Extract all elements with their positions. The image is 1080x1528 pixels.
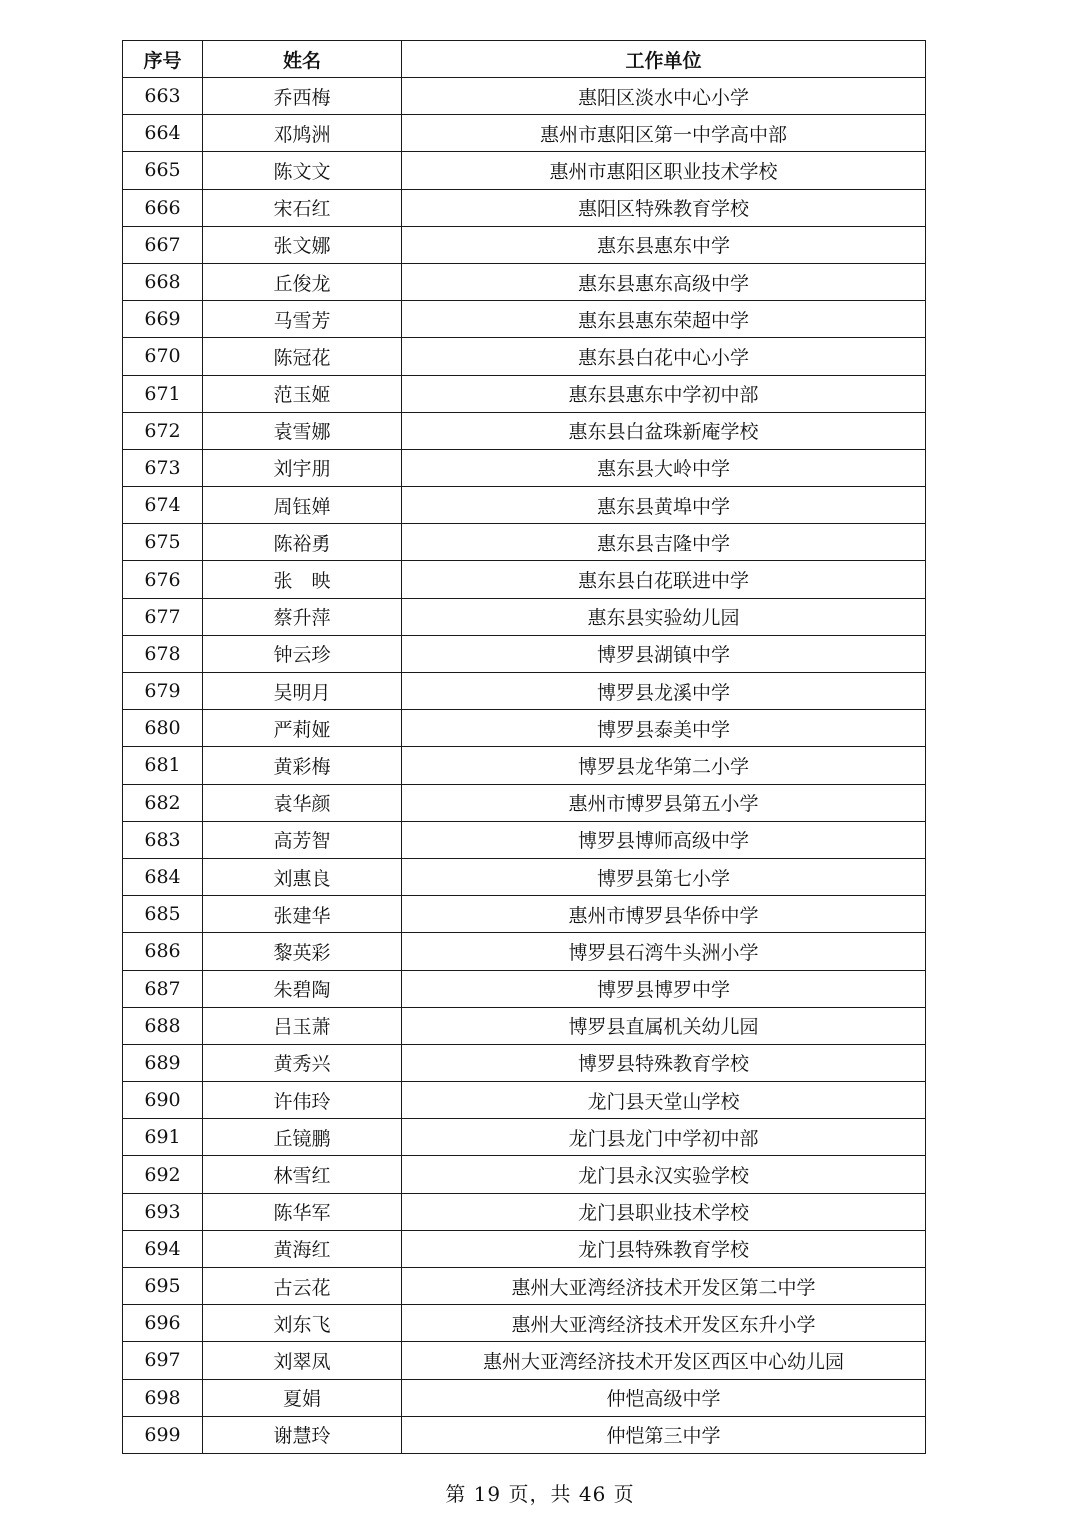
cell-name: 陈冠花 (203, 338, 402, 375)
cell-number: 663 (123, 78, 203, 115)
cell-name: 刘翠凤 (203, 1342, 402, 1379)
cell-unit: 惠东县惠东高级中学 (402, 263, 926, 300)
page-footer: 第 19 页，共 46 页 (445, 1482, 635, 1506)
header-number: 序号 (123, 41, 203, 78)
cell-unit: 惠东县惠东中学 (402, 226, 926, 263)
cell-number: 696 (123, 1305, 203, 1342)
cell-name: 张 映 (203, 561, 402, 598)
table-row (123, 1379, 926, 1416)
cell-number: 686 (123, 933, 203, 970)
header-name: 姓名 (203, 41, 402, 78)
cell-name: 夏娟 (203, 1379, 402, 1416)
table-row (123, 1268, 926, 1305)
cell-unit: 惠东县白花中心小学 (402, 338, 926, 375)
cell-name: 黄海红 (203, 1230, 402, 1267)
table-row (123, 1193, 926, 1230)
cell-number: 695 (123, 1268, 203, 1305)
cell-name: 林雪红 (203, 1156, 402, 1193)
cell-number: 689 (123, 1044, 203, 1081)
table-row (123, 301, 926, 338)
cell-unit: 仲恺第三中学 (402, 1416, 926, 1453)
cell-name: 丘俊龙 (203, 263, 402, 300)
cell-number: 672 (123, 412, 203, 449)
cell-number: 688 (123, 1007, 203, 1044)
cell-number: 668 (123, 263, 203, 300)
cell-name: 许伟玲 (203, 1082, 402, 1119)
table-row (123, 1082, 926, 1119)
cell-name: 乔西梅 (203, 78, 402, 115)
cell-name: 刘宇朋 (203, 449, 402, 486)
cell-unit: 惠东县白花联进中学 (402, 561, 926, 598)
cell-name: 陈华军 (203, 1193, 402, 1230)
cell-number: 694 (123, 1230, 203, 1267)
cell-unit: 博罗县博罗中学 (402, 970, 926, 1007)
table-body (123, 78, 926, 1454)
cell-unit: 惠州市惠阳区职业技术学校 (402, 152, 926, 189)
cell-name: 刘惠良 (203, 858, 402, 895)
cell-unit: 龙门县特殊教育学校 (402, 1230, 926, 1267)
table-row (123, 1044, 926, 1081)
cell-number: 673 (123, 449, 203, 486)
cell-name: 宋石红 (203, 189, 402, 226)
cell-unit: 龙门县职业技术学校 (402, 1193, 926, 1230)
table-row (123, 1342, 926, 1379)
cell-number: 669 (123, 301, 203, 338)
table-row (123, 858, 926, 895)
cell-name: 陈文文 (203, 152, 402, 189)
cell-number: 676 (123, 561, 203, 598)
table-row (123, 673, 926, 710)
cell-unit: 博罗县湖镇中学 (402, 635, 926, 672)
cell-name: 马雪芳 (203, 301, 402, 338)
cell-unit: 博罗县直属机关幼儿园 (402, 1007, 926, 1044)
table-row (123, 152, 926, 189)
cell-name: 钟云珍 (203, 635, 402, 672)
table-row (123, 115, 926, 152)
cell-number: 681 (123, 747, 203, 784)
header-unit: 工作单位 (402, 41, 926, 78)
cell-number: 675 (123, 524, 203, 561)
cell-name: 谢慧玲 (203, 1416, 402, 1453)
cell-name: 黎英彩 (203, 933, 402, 970)
cell-number: 664 (123, 115, 203, 152)
cell-number: 671 (123, 375, 203, 412)
table-row (123, 189, 926, 226)
table-row (123, 598, 926, 635)
table-row (123, 1156, 926, 1193)
table-row (123, 710, 926, 747)
table-row (123, 449, 926, 486)
cell-unit: 惠州大亚湾经济技术开发区西区中心幼儿园 (402, 1342, 926, 1379)
table-header-row (123, 41, 926, 78)
cell-unit: 惠东县吉隆中学 (402, 524, 926, 561)
table-row (123, 784, 926, 821)
cell-unit: 博罗县石湾牛头洲小学 (402, 933, 926, 970)
cell-unit: 博罗县龙溪中学 (402, 673, 926, 710)
table-row (123, 561, 926, 598)
cell-unit: 惠州市博罗县华侨中学 (402, 896, 926, 933)
cell-name: 张文娜 (203, 226, 402, 263)
cell-number: 693 (123, 1193, 203, 1230)
personnel-table (122, 40, 926, 1454)
cell-number: 677 (123, 598, 203, 635)
cell-number: 684 (123, 858, 203, 895)
cell-number: 670 (123, 338, 203, 375)
cell-unit: 博罗县龙华第二小学 (402, 747, 926, 784)
cell-name: 蔡升萍 (203, 598, 402, 635)
cell-number: 687 (123, 970, 203, 1007)
table-row (123, 635, 926, 672)
cell-name: 黄秀兴 (203, 1044, 402, 1081)
cell-name: 吕玉萧 (203, 1007, 402, 1044)
cell-unit: 博罗县博师高级中学 (402, 821, 926, 858)
cell-unit: 博罗县特殊教育学校 (402, 1044, 926, 1081)
cell-number: 685 (123, 896, 203, 933)
table-row (123, 1305, 926, 1342)
table-row (123, 821, 926, 858)
cell-name: 范玉姬 (203, 375, 402, 412)
cell-number: 690 (123, 1082, 203, 1119)
cell-number: 666 (123, 189, 203, 226)
cell-name: 丘镜鹏 (203, 1119, 402, 1156)
table-row (123, 1230, 926, 1267)
table-row (123, 747, 926, 784)
cell-unit: 惠州市博罗县第五小学 (402, 784, 926, 821)
cell-unit: 惠阳区特殊教育学校 (402, 189, 926, 226)
cell-name: 朱碧陶 (203, 970, 402, 1007)
cell-name: 陈裕勇 (203, 524, 402, 561)
cell-unit: 惠东县实验幼儿园 (402, 598, 926, 635)
cell-unit: 惠东县白盆珠新庵学校 (402, 412, 926, 449)
cell-number: 692 (123, 1156, 203, 1193)
cell-name: 邓鸠洲 (203, 115, 402, 152)
cell-name: 张建华 (203, 896, 402, 933)
cell-unit: 惠东县黄埠中学 (402, 487, 926, 524)
cell-unit: 博罗县第七小学 (402, 858, 926, 895)
cell-name: 黄彩梅 (203, 747, 402, 784)
cell-number: 680 (123, 710, 203, 747)
cell-number: 679 (123, 673, 203, 710)
cell-unit: 惠东县大岭中学 (402, 449, 926, 486)
cell-name: 古云花 (203, 1268, 402, 1305)
cell-number: 674 (123, 487, 203, 524)
cell-unit: 仲恺高级中学 (402, 1379, 926, 1416)
table-row (123, 263, 926, 300)
table-row (123, 1007, 926, 1044)
cell-unit: 惠东县惠东荣超中学 (402, 301, 926, 338)
table-row (123, 524, 926, 561)
cell-name: 周钰婵 (203, 487, 402, 524)
cell-unit: 龙门县永汉实验学校 (402, 1156, 926, 1193)
cell-unit: 惠州大亚湾经济技术开发区东升小学 (402, 1305, 926, 1342)
cell-name: 高芳智 (203, 821, 402, 858)
cell-number: 667 (123, 226, 203, 263)
cell-name: 严莉娅 (203, 710, 402, 747)
cell-unit: 惠阳区淡水中心小学 (402, 78, 926, 115)
cell-name: 刘东飞 (203, 1305, 402, 1342)
cell-number: 698 (123, 1379, 203, 1416)
cell-unit: 惠州市惠阳区第一中学高中部 (402, 115, 926, 152)
table-row (123, 226, 926, 263)
cell-number: 691 (123, 1119, 203, 1156)
cell-unit: 龙门县天堂山学校 (402, 1082, 926, 1119)
cell-unit: 惠东县惠东中学初中部 (402, 375, 926, 412)
cell-name: 袁华颜 (203, 784, 402, 821)
cell-unit: 惠州大亚湾经济技术开发区第二中学 (402, 1268, 926, 1305)
cell-name: 袁雪娜 (203, 412, 402, 449)
table-row (123, 375, 926, 412)
cell-number: 697 (123, 1342, 203, 1379)
cell-unit: 龙门县龙门中学初中部 (402, 1119, 926, 1156)
cell-unit: 博罗县泰美中学 (402, 710, 926, 747)
table-row (123, 487, 926, 524)
table-row (123, 412, 926, 449)
cell-number: 665 (123, 152, 203, 189)
table-row (123, 896, 926, 933)
table-row (123, 1416, 926, 1453)
cell-number: 699 (123, 1416, 203, 1453)
table-row (123, 970, 926, 1007)
table-row (123, 338, 926, 375)
table-row (123, 1119, 926, 1156)
cell-number: 683 (123, 821, 203, 858)
table-row (123, 78, 926, 115)
cell-number: 682 (123, 784, 203, 821)
cell-number: 678 (123, 635, 203, 672)
cell-name: 吴明月 (203, 673, 402, 710)
table-row (123, 933, 926, 970)
